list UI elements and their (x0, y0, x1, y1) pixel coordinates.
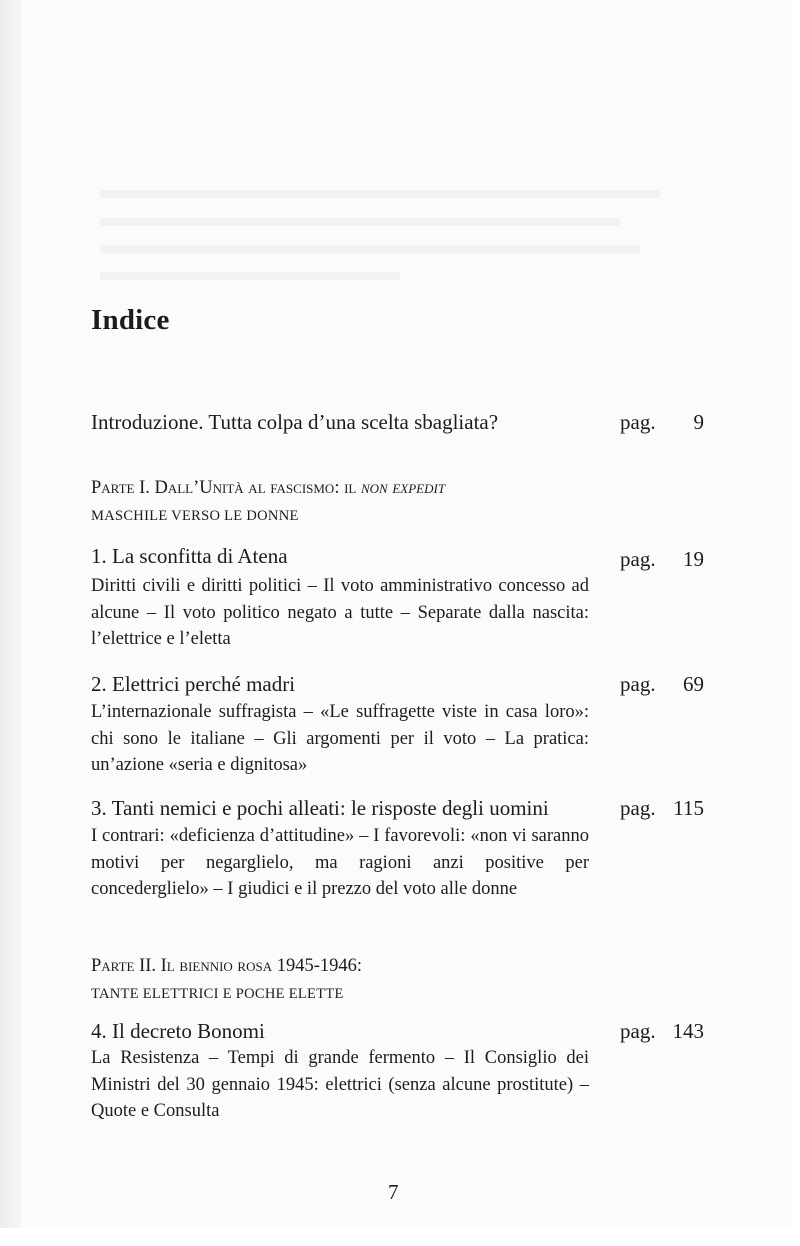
bleed-through-line (100, 190, 660, 198)
part1-heading (91, 478, 445, 499)
pag-label: pag. (620, 672, 656, 696)
page-value: 19 (683, 547, 704, 571)
chapter3-page-ref (620, 796, 704, 821)
page-spine-shadow (0, 0, 22, 1228)
chapter2-title: 2. Elettrici perché madri (91, 672, 296, 696)
intro-entry-title: Introduzione. Tutta colpa d’una scelta sbagliata? (91, 410, 499, 434)
page-value: 69 (683, 672, 704, 696)
pag-label: pag. (620, 547, 656, 571)
part2-heading-years: 1945-1946: (276, 956, 363, 976)
chapter2-description: L’internazionale suffragista – «Le suffragette viste in casa loro»: chi sono le italiane – Gli argomenti per il voto – La pratica: un’azione «seria e dignitosa» (91, 702, 589, 775)
chapter4-page-ref (620, 1019, 704, 1044)
pag-label: pag. (620, 1019, 656, 1043)
pag-label: pag. (620, 796, 656, 820)
part2-heading-main: Parte II. Il biennio rosa (91, 956, 277, 976)
chapter1-title: 1. La sconfitta di Atena (91, 544, 288, 568)
bleed-through-line (100, 272, 400, 280)
chapter1-page-ref (620, 547, 704, 572)
chapter1-description: Diritti civili e diritti politici – Il voto amministrativo concesso ad alcune – Il voto politico negato a tutte – Separate dalla nascita: l’elettrice e l’eletta (91, 576, 589, 649)
bleed-through-line (100, 245, 640, 253)
chapter2-page-ref (620, 672, 704, 697)
part1-heading-italic: non expedit (360, 478, 446, 498)
part2-heading (91, 956, 362, 977)
pag-label: pag. (620, 410, 656, 434)
page-value: 143 (672, 1019, 704, 1043)
chapter3-description: I contrari: «deficienza d’attitudine» – I favorevoli: «non vi saranno motivi per negarglielo, ma ragioni anzi positive per concederglielo» – I giudici e il prezzo del voto alle donne (91, 826, 589, 899)
part1-heading-main: Parte I. Dall’Unità al fascismo: il (91, 478, 361, 498)
page-bottom-edge (0, 1228, 800, 1246)
chapter4-title: 4. Il decreto Bonomi (91, 1019, 265, 1043)
page-right-edge (792, 0, 800, 1228)
intro-page-ref (620, 410, 704, 435)
chapter3-title: 3. Tanti nemici e pochi alleati: le risposte degli uomini (91, 796, 549, 820)
page-value: 9 (693, 410, 704, 434)
part2-subheading: TANTE ELETTRICI E POCHE ELETTE (91, 986, 344, 1002)
chapter4-description: La Resistenza – Tempi di grande fermento – Il Consiglio dei Ministri del 30 gennaio 1945: elettrici (senza alcune prostitute) – Quote e Consulta (91, 1048, 589, 1121)
page-number: 7 (388, 1180, 399, 1204)
page-value: 115 (673, 796, 704, 820)
index-heading: Indice (91, 304, 170, 336)
bleed-through-line (100, 218, 620, 226)
part1-subheading: MASCHILE VERSO LE DONNE (91, 508, 299, 524)
